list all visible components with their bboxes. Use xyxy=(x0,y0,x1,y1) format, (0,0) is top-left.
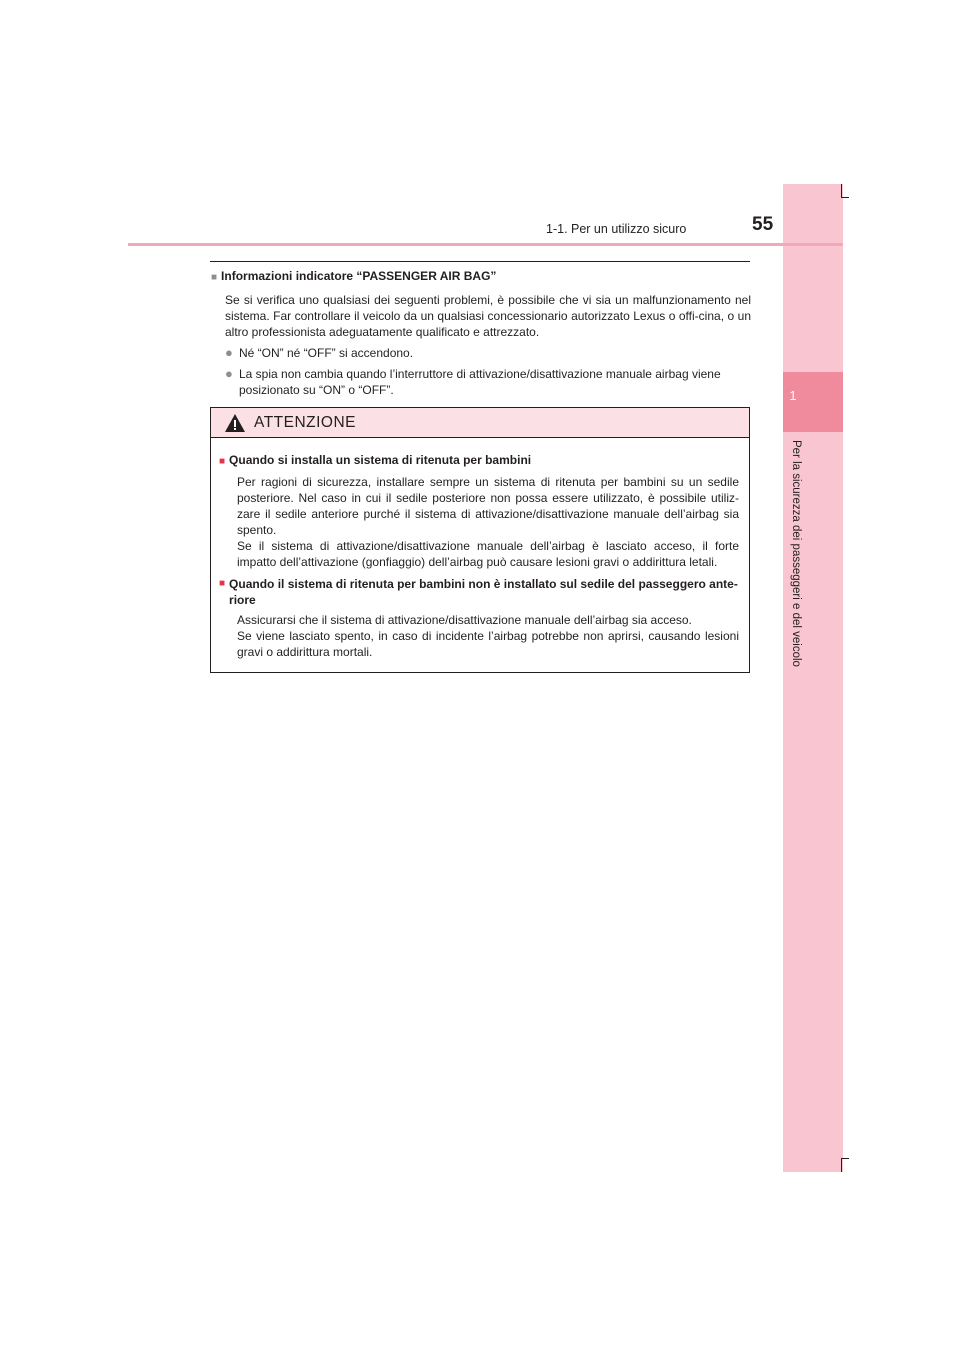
info-bullet xyxy=(225,366,751,398)
content-top-rule xyxy=(210,261,750,262)
crop-mark-top-h xyxy=(841,197,849,198)
round-bullet-icon: ● xyxy=(225,345,233,360)
square-bullet-icon: ■ xyxy=(211,272,218,283)
square-bullet-icon: ■ xyxy=(219,456,226,467)
info-bullet xyxy=(225,345,751,361)
warning-triangle-icon xyxy=(224,413,246,433)
warning-item-heading-row xyxy=(219,452,739,470)
warning-item-heading: Quando si installa un sistema di ritenuta per bambini xyxy=(229,453,532,467)
warning-item-paragraph: Assicurarsi che il sistema di attivazione/disattivazione manuale dell’airbag sia acceso. xyxy=(237,613,692,627)
warning-item-paragraph: Se il sistema di attivazione/disattivazione manuale dell’airbag è lasciato acceso, il forte impatto dell’attivazione (gonfiaggio) dell’airbag può causare lesioni gravi o addirittura letali. xyxy=(237,539,739,569)
warning-item xyxy=(219,452,739,570)
info-section xyxy=(211,268,751,398)
warning-body xyxy=(211,438,749,660)
header-rule xyxy=(128,243,843,246)
warning-item-heading: Quando il sistema di ritenuta per bambini non è installato sul sedile del passeggero ante-riore xyxy=(229,577,738,607)
crop-mark-top xyxy=(841,184,842,198)
chapter-number: 1 xyxy=(789,388,797,403)
chapter-title: Per la sicurezza dei passeggeri e del veicolo xyxy=(790,440,802,667)
info-bullet-text: La spia non cambia quando l’interruttore di attivazione/disattivazione manuale airbag viene posizionato su “ON” o “OFF”. xyxy=(239,367,721,397)
info-bullet-text: Né “ON” né “OFF” si accendono. xyxy=(239,346,414,360)
warning-item-paragraph: Per ragioni di sicurezza, installare sempre un sistema di ritenuta per bambini su un sedile posteriore. Nel caso in cui il sedile posteriore non possa essere utilizzato, è possibile utiliz-zare il sedile anteriore purché il sistema di attivazione/disattivazione manuale dell’airbag sia spento. xyxy=(237,475,739,537)
round-bullet-icon: ● xyxy=(225,366,233,381)
crop-mark-bottom xyxy=(841,1158,842,1172)
square-bullet-icon: ■ xyxy=(219,578,226,589)
warning-item-heading-row xyxy=(219,576,739,608)
warning-item xyxy=(219,576,739,660)
warning-title-bar xyxy=(211,408,749,438)
crop-mark-bottom-h xyxy=(841,1158,849,1159)
info-heading-row xyxy=(211,268,751,286)
warning-title: ATTENZIONE xyxy=(254,413,357,431)
info-body: Se si verifica uno qualsiasi dei seguenti problemi, è possibile che vi sia un malfunzionamento nel sistema. Far controllare il veicolo da un qualsiasi concessionario autorizzato Lexus o offi-cina, o un altro professionista adeguatamente qualificato e attrezzato. xyxy=(225,293,751,339)
running-head: 1-1. Per un utilizzo sicuro xyxy=(546,222,687,236)
warning-box xyxy=(210,407,750,673)
page-number: 55 xyxy=(752,214,774,235)
info-heading: Informazioni indicatore “PASSENGER AIR BAG” xyxy=(221,269,497,283)
warning-item-paragraph: Se viene lasciato spento, in caso di incidente l’airbag potrebbe non aprirsi, causando lesioni gravi o addirittura mortali. xyxy=(237,629,739,659)
